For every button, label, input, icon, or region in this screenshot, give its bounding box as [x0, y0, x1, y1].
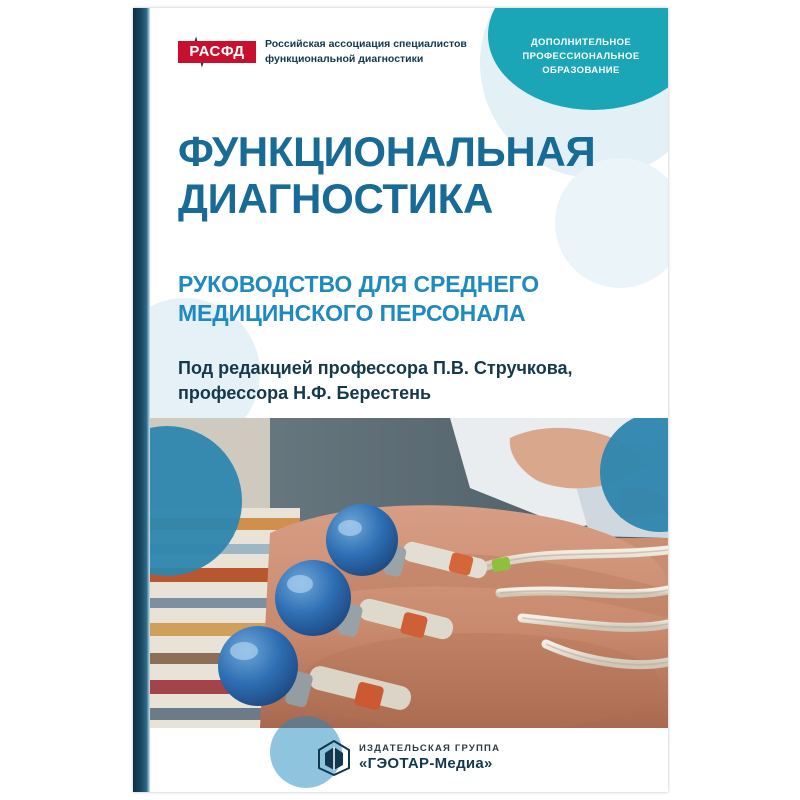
badge-label: ДОПОЛНИТЕЛЬНОЕ ПРОФЕССИОНАЛЬНОЕ ОБРАЗОВАНИЕ [522, 37, 640, 76]
book-spine [133, 8, 150, 792]
cover-front [150, 8, 668, 792]
book-editors-line-1: Под редакцией профессора П.В. Стручкова, [178, 358, 573, 378]
association-logo [178, 30, 467, 74]
book-subtitle [178, 270, 618, 328]
cover-top-section [150, 8, 668, 438]
cover-bottom-section [150, 728, 668, 792]
rasfd-mark-icon [178, 30, 256, 74]
publisher-text [359, 743, 500, 774]
geotar-logo-icon [318, 740, 350, 776]
book-subtitle-line-2: МЕДИЦИНСКОГО ПЕРСОНАЛА [178, 299, 526, 326]
book-title-line-2: ДИАГНОСТИКА [178, 175, 494, 223]
association-line-2: функциональной диагностики [265, 53, 424, 65]
publisher-group-label: ИЗДАТЕЛЬСКАЯ ГРУППА [359, 742, 501, 754]
cover-photograph [150, 418, 668, 728]
publisher-name: «ГЭОТАР-Медиа» [359, 754, 493, 772]
publisher-block [318, 740, 500, 776]
association-line-1: Российская ассоциация специалистов [265, 38, 467, 51]
association-name [265, 37, 467, 66]
book-title-line-1: ФУНКЦИОНАЛЬНАЯ [178, 128, 596, 175]
rasfd-logo-text: РАСФД [189, 43, 245, 60]
book-editors-line-2: профессора Н.Ф. Берестень [178, 382, 432, 403]
book-title [178, 128, 628, 222]
book-editors [178, 356, 628, 406]
book-cover [133, 8, 668, 792]
book-subtitle-line-1: РУКОВОДСТВО ДЛЯ СРЕДНЕГО [178, 271, 539, 297]
